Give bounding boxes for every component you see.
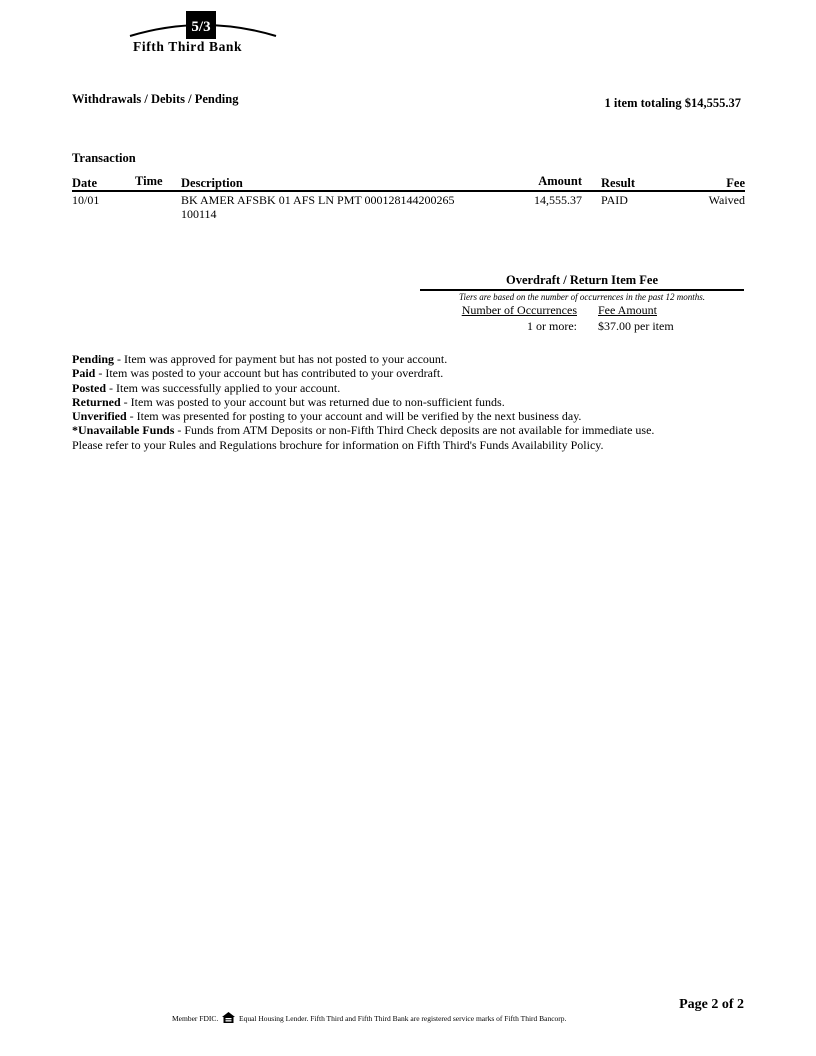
- row-result: PAID: [601, 193, 628, 207]
- overdraft-fee-box: [420, 273, 744, 302]
- tier-fee: $37.00 per item: [598, 319, 674, 333]
- row-fee: Waived: [708, 193, 745, 207]
- legend-policy-note: Please refer to your Rules and Regulations brochure for information on Fifth Third's Funds Availability Policy.: [72, 437, 604, 452]
- legend-unverified: Unverified - Item was presented for posting to your account and will be verified by the next business day.: [72, 409, 582, 424]
- overdraft-note: Tiers are based on the number of occurrences in the past 12 months.: [458, 292, 706, 302]
- svg-text:5/3: 5/3: [191, 19, 211, 35]
- footer-disclaimer: [172, 1012, 566, 1023]
- col-time-header: Time: [135, 174, 163, 188]
- tier-occurrences: 1 or more:: [527, 319, 577, 333]
- row-description: BK AMER AFSBK 01 AFS LN PMT 000128144200265: [181, 193, 455, 207]
- col-date-header: Date: [72, 176, 97, 190]
- legend-paid: Paid - Item was posted to your account but has contributed to your overdraft.: [72, 366, 444, 381]
- equal-housing-icon: [222, 1012, 235, 1023]
- legend-unavailable-funds: *Unavailable Funds - Funds from ATM Deposits or non-Fifth Third Check deposits are not available for immediate use.: [72, 423, 655, 438]
- section-total: 1 item totaling $14,555.37: [604, 96, 741, 110]
- col-result-header: Result: [601, 176, 636, 190]
- occurrences-header: Number of Occurrences: [461, 303, 577, 317]
- bank-name: Fifth Third Bank: [133, 39, 243, 54]
- section-title: Withdrawals / Debits / Pending: [72, 92, 239, 106]
- table-header-rule: [72, 190, 745, 192]
- row-description-cont: 100114: [181, 207, 217, 221]
- footer-member-fdic: Member FDIC.: [172, 1014, 219, 1023]
- overdraft-title: Overdraft / Return Item Fee: [505, 273, 659, 287]
- col-fee-header: Fee: [726, 176, 745, 190]
- col-description-header: Description: [181, 176, 243, 190]
- fee-amount-header: Fee Amount: [598, 303, 657, 317]
- legend-posted: Posted - Item was successfully applied to your account.: [72, 380, 341, 395]
- row-amount: 14,555.37: [534, 193, 582, 207]
- row-date: 10/01: [72, 193, 100, 207]
- status-legend: [72, 352, 772, 452]
- legend-returned: Returned - Item was posted to your account but was returned due to non-sufficient funds.: [72, 394, 505, 409]
- page-number: Page 2 of 2: [679, 997, 744, 1012]
- col-amount-header: Amount: [538, 174, 582, 188]
- overdraft-rule: [420, 289, 744, 291]
- footer-lender-text: Equal Housing Lender. Fifth Third and Fifth Third Bank are registered service marks of Fifth Third Bancorp.: [239, 1014, 567, 1023]
- legend-pending: Pending - Item was approved for payment but has not posted to your account.: [72, 352, 448, 366]
- transaction-heading: Transaction: [72, 151, 136, 165]
